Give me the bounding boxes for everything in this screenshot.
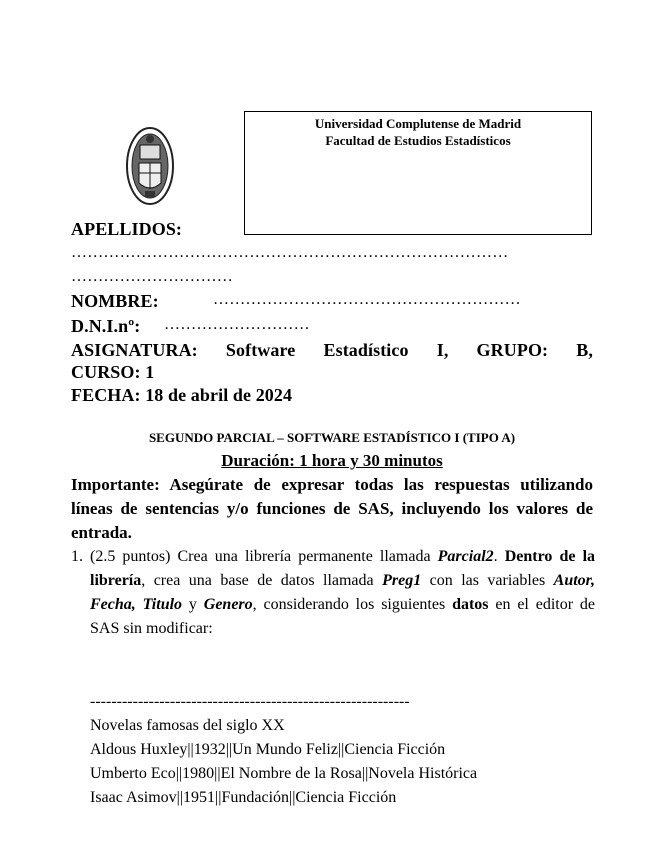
data-row: Umberto Eco||1980||El Nombre de la Rosa||Novela Histórica	[90, 765, 478, 782]
punctuation: .	[493, 548, 498, 565]
curso-line: CURSO: 1	[71, 362, 155, 382]
data-separator: ------------------------------------------------------------	[90, 693, 410, 710]
rest-text: en el editor de SAS sin modificar:	[90, 596, 596, 637]
variable-names: Autor, Fecha, Titulo	[90, 572, 595, 613]
dni-field: ………………………	[164, 316, 310, 333]
exam-title: SEGUNDO PARCIAL – SOFTWARE ESTADÍSTICO I (TIPO A)	[148, 430, 516, 445]
inside-library-text: Dentro de la librería	[90, 548, 596, 589]
dni-label: D.N.I.nº:	[71, 316, 141, 336]
question-text	[71, 545, 595, 641]
create-dataset-text: , crea una base de datos llamada	[141, 572, 383, 589]
nombre-field: …………………………………………………	[213, 291, 521, 308]
exam-duration: Duración: 1 hora y 30 minutos	[221, 451, 443, 470]
asignatura-line: ASIGNATURA: Software Estadístico I, GRUPO: B,	[71, 340, 593, 360]
apellidos-label: APELLIDOS:	[71, 219, 183, 239]
with-vars-text: con las variables	[421, 572, 554, 589]
important-note: Importante: Asegúrate de expresar todas las respuestas utilizando líneas de sentencias y/o funciones de SAS, incluyendo los valores de entrada.	[71, 475, 593, 542]
data-row: Isaac Asimov||1951||Fundación||Ciencia Ficción	[90, 789, 397, 806]
data-word: datos	[452, 596, 489, 613]
apellidos-field-line1: ………………………………………………………………………	[71, 244, 509, 261]
university-name: Universidad Complutense de Madrid	[314, 116, 522, 131]
university-seal-icon	[125, 125, 175, 207]
and-text: y	[182, 596, 204, 613]
fecha-line: FECHA: 18 de abril de 2024	[71, 385, 293, 405]
dataset-name: Preg1	[382, 572, 422, 589]
apellidos-field-line2: …………………………	[71, 268, 233, 285]
considering-text: , considerando los siguientes	[252, 596, 453, 613]
question-number: 1.	[71, 548, 83, 565]
variable-genero: Genero	[203, 596, 253, 613]
question-1	[71, 545, 595, 641]
faculty-name: Facultad de Estudios Estadísticos	[325, 133, 511, 148]
data-row: Aldous Huxley||1932||Un Mundo Feliz||Ciencia Ficción	[90, 741, 446, 758]
library-name: Parcial2	[437, 548, 494, 565]
data-block	[90, 690, 477, 810]
question-points-text: (2.5 puntos) Crea una librería permanente llamada	[90, 548, 438, 565]
data-heading: Novelas famosas del siglo XX	[90, 717, 285, 734]
header-box	[244, 111, 592, 235]
nombre-label: NOMBRE:	[71, 291, 159, 311]
